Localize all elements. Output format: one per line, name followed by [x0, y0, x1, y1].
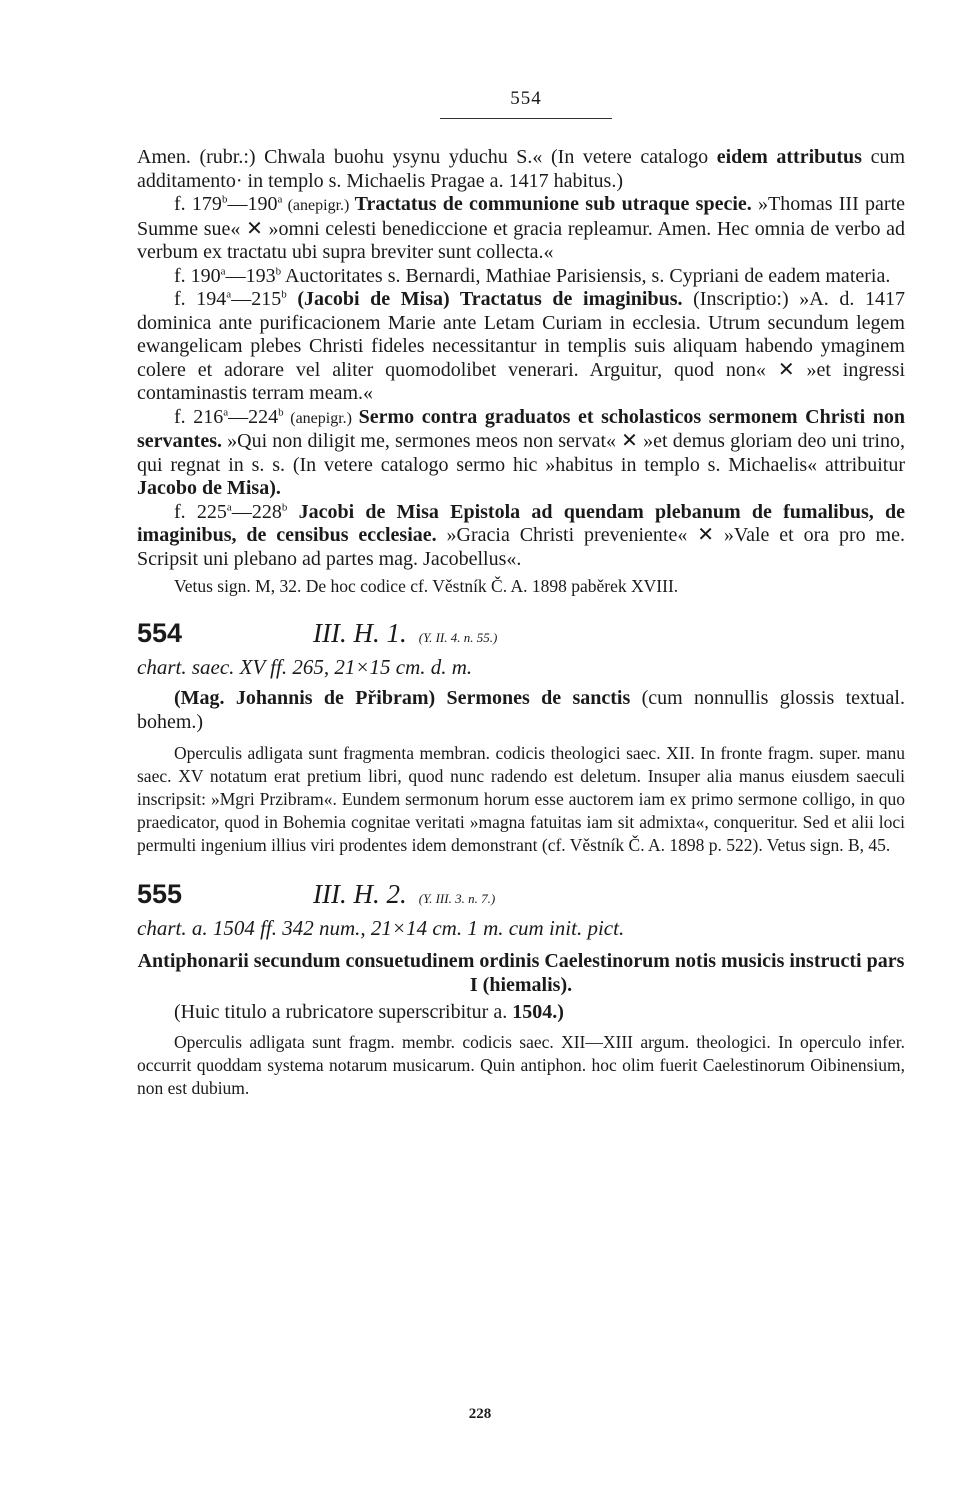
shelf-signature: III. H. 2.	[313, 879, 407, 909]
entry-555-heading	[137, 879, 905, 911]
entry-title: Antiphonarii secundum consuetudinem ordinis Caelestinorum notis musicis instructi pars I (hiemalis).	[137, 950, 905, 996]
paragraph-amen: Amen. (rubr.:) Chwala buohu ysynu yduchu S.« (In vetere catalogo eidem attributus cum additamento· in templo s. Michaelis Pragae a. 1417 habitus.)	[137, 146, 905, 192]
omission-mark: ✕	[697, 524, 714, 546]
omission-mark: ✕	[246, 217, 263, 240]
paragraph-sermo-graduatos: f. 216$^a$—224$^b$ (anepigr.) Sermo contra graduatos et scholasticos sermonem Christi non servantes. »Qui non diligit me, sermones meos non servat« ✕ »et demus gloriam deo uni trino, qui regnat in s. s. (In vetere catalogo sermo hic »habitus in templo s. Michaelis« attribuitur Jacobo de Misa).	[137, 405, 906, 499]
entry-title: (Mag. Johannis de Přibram) Sermones de sanctis (cum nonnullis glossis textual. bohem.)	[137, 687, 905, 733]
sheet-number: 228	[468, 1406, 492, 1422]
paragraph-tractatus-communione: f. 179$^b$—190$^a$ (anepigr.) Tractatus de communione sub utraque specie. »Thomas III parte Summe sue« ✕ »omni celesti benediccione et gracia repleamur. Amen. Hec omnia de verbo ad verbum ex tractatu ubi supra breviter sunt collecta.«	[137, 193, 905, 263]
omission-mark: ✕	[777, 358, 795, 381]
entry-note: Operculis adligata sunt fragmenta membran. codicis theologici saec. XII. In fronte fragm. super. manu saec. XV notatum erat pretium libri, quod nunc radendo est deletum. Insuper alia manus eiusdem saeculi inscripsit: »Mgri Przibram«. Eundem sermonum horum esse auctorem iam ex primo sermone colligo, in quo praedicator, quod in Bohemia cognitae veritati »magna fatuitas iam sit admixta«, conqueritur. Sed et alii loci permulti ingenium illius viri prodentes idem demonstrant (cf. Věstník Č. A. 1898 p. 522). Vetus sign. B, 45.	[137, 743, 905, 855]
old-signature: (Y. II. 4. n. 55.)	[418, 630, 498, 645]
old-signature: (Y. III. 3. n. 7.)	[418, 891, 496, 906]
page-body	[137, 146, 905, 1100]
entry-number: 555	[137, 879, 183, 909]
paragraph-vetus-sign: Vetus sign. M, 32. De hoc codice cf. Věstník Č. A. 1898 paběrek XVIII.	[174, 576, 679, 596]
entry-note: Operculis adligata sunt fragm. membr. codicis saec. XII—XIII argum. theologici. In operculo infer. occurrit quoddam systema notarum musicarum. Quin antiphon. hoc olim fuerit Caelestinorum Oibinensium, non est dubium.	[137, 1031, 905, 1098]
codex-description: chart. a. 1504 ff. 342 num., 21×14 cm. 1 m. cum init. pict.	[137, 915, 625, 940]
entry-number: 554	[137, 618, 183, 648]
header-rule	[440, 118, 612, 119]
rubric-note: (Huic titulo a rubricatore superscribitur a. 1504.)	[174, 1001, 564, 1023]
shelf-signature: III. H. 1.	[313, 618, 407, 648]
paragraph-tractatus-imaginibus: f. 194$^a$—215$^b$ (Jacobi de Misa) Tractatus de imaginibus. (Inscriptio:) »A. d. 1417 dominica ante purificacionem Marie ante Letam Curiam in ecclesia. Utrum secundum legem ewangelicam plebes Christi fideles necessitantur in templis suis aliquam habendo ymaginem colere et adorare vel aliter quomodolibet venerari. Arguitur, quod non« ✕ »et ingressi contaminastis terram meam.«	[137, 288, 905, 404]
codex-description: chart. saec. XV ff. 265, 21×15 cm. d. m.	[137, 654, 473, 679]
page-number: 554	[510, 88, 542, 109]
paragraph-auctoritates: f. 190$^a$—193$^b$ Auctoritates s. Bernardi, Mathiae Parisiensis, s. Cypriani de eadem materia.	[174, 264, 891, 287]
entry-554-heading	[137, 618, 905, 650]
omission-mark: ✕	[621, 430, 638, 452]
paragraph-epistola: f. 225$^a$—228$^b$ Jacobi de Misa Epistola ad quendam plebanum de fumalibus, de imaginibus, de censibus ecclesiae. »Gracia Christi preveniente« ✕ »Vale et ora pro me. Scripsit uni plebano ad partes mag. Jacobellus«.	[137, 500, 905, 570]
